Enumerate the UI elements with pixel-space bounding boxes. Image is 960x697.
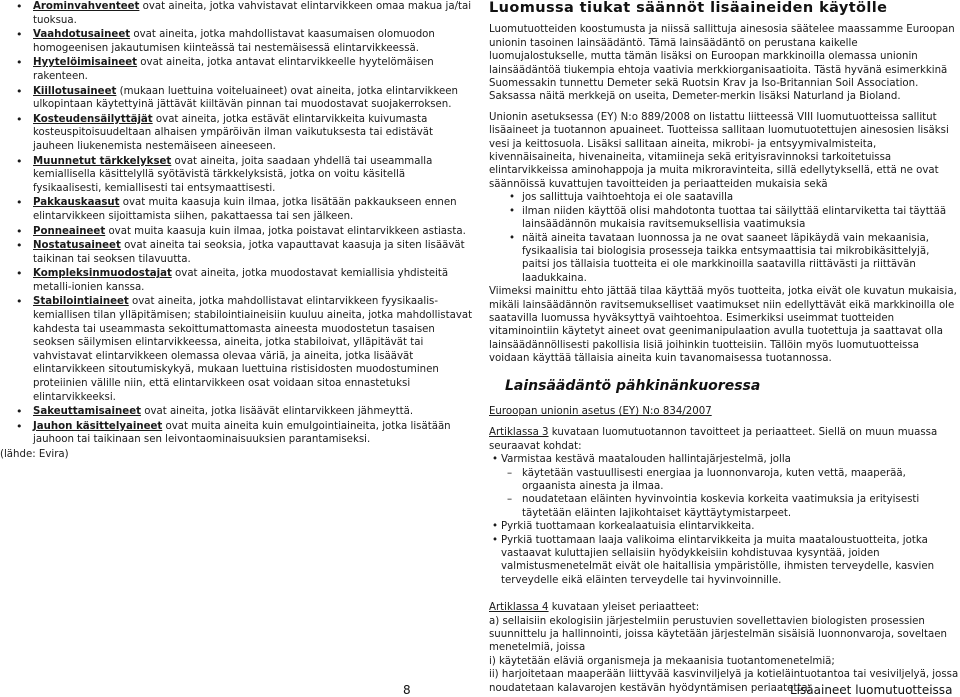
- article-3-sublist: [489, 467, 959, 521]
- paragraph: Viimeksi mainittu ehto jättää tilaa käyttää myös tuotteita, jotka eivät ole kuvatun mukaisia, mikäli lainsäädännön ravitsemukselliset vaatimukset niin edellyttävät eikä markkinoilla ole saatavilla luomussa hyväksyttyä vaihtoehtoa. Esimerkiksi useimmat tuotteiden vitaminointiin käytetyt aineet ovat geenimanipulaation avulla tuotettuja ja saattavat olla lainsäädännöllisesti pakollisia lisiä joihinkin tuotteisiin. Tällöin myös luomutuotteissa voidaan käyttää tällaisia aineita kuin tavanomaisessa tuotannossa.: [489, 286, 957, 365]
- definition: ovat muita aineita kuin emulgointiaineita, jotka lisätään jauhoon tai taikinaan sen leivontaominaisuuksien parantamiseksi.: [33, 420, 451, 446]
- principle-ii: ii) harjoitetaan maaperään liittyvää kasvinviljelyä ja kotieläintuotantoa tai vesiviljelyä, jossa noudatetaan kalavarojen kestävän hyödyntämisen periaatetta;: [489, 669, 959, 694]
- term: Arominvahventeet: [33, 1, 140, 12]
- list-item: – noudatetaan eläinten hyvinvointia koskevia korkeita vaatimuksia ja erityisesti täytetään eläinten lajikohtaiset käyttäytymistarpeet.: [489, 493, 959, 520]
- definition: ovat aineita, jotka muodostavat kemiallisia yhdisteitä metalli-ionien kanssa.: [33, 268, 449, 293]
- list-item: [0, 113, 474, 154]
- section-heading: Lainsäädäntö pähkinänkuoressa: [505, 377, 761, 394]
- term: Muunnetut tärkkelykset: [33, 155, 172, 167]
- list-item: • jos sallittuja vaihtoehtoja ei ole saatavilla: [489, 191, 959, 204]
- term: Kiillotusaineet: [33, 85, 117, 97]
- definition: ovat aineita, joita saadaan yhdellä tai useammalla kemiallisella käsittelyllä syötävistä tärkkelyksistä, jotka on voitu käsitellä fysikaalisesti, kemiallisesti tai entsymaattisesti.: [33, 155, 433, 194]
- term: Kompleksinmuodostajat: [33, 268, 172, 280]
- source-note: (lähde: Evira): [0, 449, 69, 460]
- term: Kosteudensäilyttäjät: [33, 113, 153, 125]
- principle-i: i) käytetään eläviä organismeja ja mekaanisia tuotantomenetelmiä;: [489, 655, 835, 667]
- left-column: [0, 0, 474, 462]
- article-4-label: Artiklassa 4: [489, 602, 549, 614]
- list-item: [0, 28, 474, 55]
- article-4-intro: [489, 601, 959, 614]
- term: Jauhon käsittelyaineet: [33, 420, 163, 432]
- list-item: • näitä aineita tavataan luonnossa ja ne ovat saaneet läpikäydä vain mekaanisia, fysikaalisia tai biologisia prosesseja taikka entsymaattisia tai mikrobikäsittelyjä, paitsi jos tällaisia tuotteita ei ole markkinoilla saatavilla riittävästi ja riittävän laadukkaina.: [489, 232, 959, 286]
- definition: ovat aineita, jotka lisäävät elintarvikkeen jähmeyttä.: [140, 406, 414, 418]
- article-4-text: kuvataan yleiset periaatteet:: [548, 602, 700, 614]
- article-3-intro: [489, 426, 959, 453]
- definition: ovat aineita, jotka mahdollistavat elintarvikkeen fyysikaalis-kemiallisen tilan ylläpitämisen; stabilointiaineisiin kuuluu aineita, jotka mahdollistavat kahdesta tai useammasta sekoittumattomasta aineesta muodostetun tasaisen seoksen säilymisen elintarvikkeessa, aineita, jotka stabiloivat, ylläpitävät tai vahvistavat elintarvikkeen olemassa olevaa väriä, ja aineita, jotka lisäävät elintarvikkeen sitoutumiskykyä, mukaan luettuina ristisidosten muodostuminen proteiinien välille niin, että elintarvikkeen osat voidaan sitoa ennastetuksi elintarvikkeeksi.: [33, 296, 473, 403]
- term: Sakeuttamisaineet: [33, 406, 141, 418]
- definition: (mukaan luettuina voiteluaineet) ovat aineita, jotka elintarvikkeen ulkopintaan käytettyinä jättävät kiiltävän pinnan tai muodostavat suojakerroksen.: [33, 85, 458, 111]
- list-item: • Pyrkiä tuottamaan laaja valikoima elintarvikkeita ja muita maataloustuotteita, jotka vastaavat kuluttajien sellaisiin hyödykkeisiin kohdistuvaa kysyntää, joiden valmistusmenetelmät eivät ole haitallisia ympäristölle, ihmisten terveydelle, kasvien terveydelle eikä eläinten terveydelle tai hyvinvoinnille.: [489, 534, 959, 588]
- article-3-label: Artiklassa 3: [489, 427, 549, 439]
- list-item: [0, 239, 474, 266]
- list-item: [0, 405, 474, 419]
- right-column: [489, 0, 959, 695]
- definition: ovat aineita, jotka vahvistavat elintarvikkeen omaa makua ja/tai tuoksua.: [33, 1, 472, 26]
- list-item: • Pyrkiä tuottamaan korkealaatuisia elintarvikkeita.: [489, 520, 959, 533]
- article-3-text: kuvataan luomutuotannon tavoitteet ja periaatteet. Siellä on muun muassa seuraavat kohdat:: [489, 427, 938, 452]
- paragraph: Luomutuotteiden koostumusta ja niissä sallittuja ainesosia säätelee maassamme Euroopan unionin tasoinen lainsäädäntö. Tämä lainsäädäntö on perustana kaikelle luomujalostukselle, mutta tämän lisäksi on Euroopan markkinoilla olemassa unionin lainsäädäntöä tiukempia ehtoja vaativia merkkiorganisaatioita. Tästä hyvänä esimerkkinä Suomessakin tunnettu Demeter sekä Ruotsin Krav ja Iso-Britannian Soil Association. Saksassa näitä merkkejä on useita, Demeter-merkin lisäksi Naturland ja Bioland.: [489, 24, 955, 103]
- list-item: [0, 0, 474, 27]
- footer-title: Lisäaineet luomutuotteissa: [790, 683, 953, 697]
- definition: ovat aineita, jotka estävät elintarvikkeita kuivumasta kosteuspitoisuudeltaan alhaisen ympäröivän ilman vaikutuksesta tai edistävät jauheen liukenemista nestemäiseen aineeseen.: [33, 113, 434, 152]
- list-item: [0, 267, 474, 294]
- term: Ponneaineet: [33, 225, 106, 237]
- list-item: [0, 420, 474, 447]
- principle-a: a) sellaisiin ekologisiin järjestelmiin perustuvien sovellettavien biologisten prosessien suunnittelu ja hallinnointi, joissa käytetään järjestelmän sisäisiä luonnonvaroja, soveltaen menetelmiä, joissa: [489, 615, 947, 654]
- list-item: • ilman niiden käyttöä olisi mahdotonta tuottaa tai säilyttää elintarviketta tai täyttää lainsäädännön mukaisia ravitsemuksellisia vaatimuksia: [489, 205, 959, 232]
- term: Pakkauskaasut: [33, 197, 120, 209]
- term: Vaahdotusaineet: [33, 29, 131, 41]
- definition: ovat aineita, jotka mahdollistavat kaasumaisen olomuodon homogeenisen jakautumisen kiinteässä tai nestemäisessä elintarvikkeessä.: [33, 29, 435, 54]
- term: Stabilointiaineet: [33, 296, 129, 308]
- list-item: • Varmistaa kestävä maatalouden hallintajärjestelmä, jolla: [489, 453, 959, 466]
- list-item: [0, 196, 474, 223]
- paragraph: Unionin asetuksessa (EY) N:o 889/2008 on listattu liitteessä VIII luomutuotteissa sallitut lisäaineet ja tuotannon apuaineet. Tuotteissa sallitaan luomutuotettujen ainesosien lisäksi vesi ja keittosuola. Lisäksi sallitaan aineita, mikrobi- ja entsyymivalmisteita, kivennäisaineita, hivenaineita, vitamiineja sekä erityisravinnoksi tarkoitetuissa elintarvikkeissa aminohappoja ja muita mikroravinteita, sillä edellytyksellä, että ne ovat säännöissä kuvattujen tavoitteiden ja periaatteiden mukaisia sekä: [489, 111, 949, 190]
- page-number: 8: [403, 683, 411, 697]
- conditions-list: [489, 191, 959, 285]
- term: Hyytelöimisaineet: [33, 57, 138, 69]
- list-item: – käytetään vastuullisesti energiaa ja luonnonvaroja, kuten vettä, maaperää, orgaanista ainesta ja ilmaa.: [489, 467, 959, 494]
- definition: ovat aineita, jotka antavat elintarvikkeelle hyytelömäisen rakenteen.: [33, 57, 434, 82]
- list-item: [0, 225, 474, 239]
- definition: ovat aineita tai seoksia, jotka vapauttavat kaasuja ja siten lisäävät taikinan tai seoksen tilavuutta.: [33, 240, 465, 265]
- term: Nostatusaineet: [33, 240, 121, 252]
- definition: ovat muita kaasuja kuin ilmaa, jotka poistavat elintarvikkeen astiasta.: [105, 225, 466, 237]
- list-item: [0, 56, 474, 83]
- list-item: [0, 295, 474, 404]
- list-item: [0, 155, 474, 196]
- definition: ovat muita kaasuja kuin ilmaa, jotka lisätään pakkaukseen ennen elintarvikkeen sijoittamista siihen, pakattaessa tai sen jälkeen.: [33, 197, 457, 222]
- additive-definitions-list: [0, 0, 474, 447]
- list-item: [0, 85, 474, 112]
- article-title: Luomussa tiukat säännöt lisäaineiden käytölle: [489, 0, 888, 16]
- regulation-title: Euroopan unionin asetus (EY) N:o 834/2007: [489, 405, 712, 417]
